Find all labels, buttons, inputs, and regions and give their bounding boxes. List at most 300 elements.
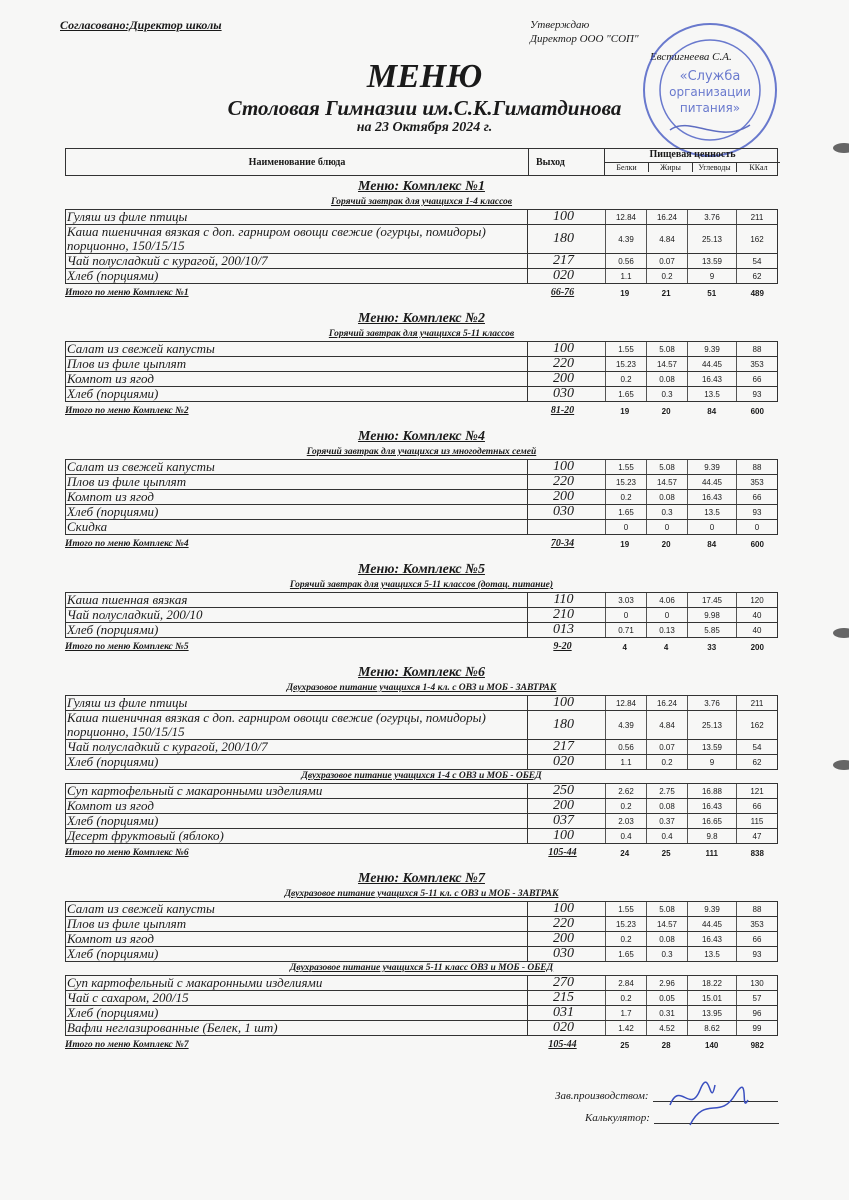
- dish-output: 215: [553, 990, 574, 1005]
- dish-carbs: 0: [687, 520, 736, 534]
- total-fat: 28: [661, 1041, 671, 1050]
- dish-fat: 0.3: [646, 387, 687, 401]
- menu-section: [65, 870, 778, 1050]
- dish-output: 100: [553, 695, 574, 710]
- dish-name: Салат из свежей капусты: [66, 460, 528, 474]
- dish-carbs: 16.43: [687, 372, 736, 386]
- dish-fat: 0.08: [646, 799, 687, 813]
- dish-kcal: 0: [736, 520, 777, 534]
- total-price: 105-44: [548, 1039, 577, 1050]
- dish-carbs: 13.5: [687, 505, 736, 519]
- dish-name: Плов из филе цыплят: [66, 357, 528, 371]
- total-carbs: 84: [707, 407, 717, 416]
- table-row: [66, 784, 777, 799]
- dish-protein: 0.2: [605, 372, 646, 386]
- dish-carbs: 16.43: [687, 799, 736, 813]
- total-carbs: 111: [705, 849, 718, 858]
- dish-name: Плов из филе цыплят: [66, 917, 528, 931]
- section-total: [65, 284, 778, 298]
- total-carbs: 84: [707, 540, 717, 549]
- dish-output: 220: [553, 356, 574, 371]
- table-row: [66, 475, 777, 490]
- dish-output: 180: [553, 717, 574, 732]
- section-title: Меню: Комплекс №2: [358, 311, 485, 326]
- dish-protein: 1.55: [605, 342, 646, 356]
- dish-name: Вафли неглазированные (Белек, 1 шт): [66, 1021, 528, 1035]
- table-row: [66, 372, 777, 387]
- binder-hole-icon: [833, 628, 849, 638]
- dish-kcal: 130: [736, 976, 777, 990]
- dish-fat: 2.75: [646, 784, 687, 798]
- group-title: Двухразовое питание учащихся 5-11 кл. с ОВЗ и МОБ - ЗАВТРАК: [284, 889, 559, 899]
- header-nutrition-title: Пищевая ценность: [605, 149, 780, 163]
- dish-name: Хлеб (порциями): [66, 1006, 528, 1020]
- dish-carbs: 13.59: [687, 254, 736, 268]
- dish-kcal: 40: [736, 623, 777, 637]
- dish-protein: 4.39: [605, 225, 646, 253]
- dish-protein: 1.55: [605, 460, 646, 474]
- dish-kcal: 353: [736, 917, 777, 931]
- dish-name: Хлеб (порциями): [66, 623, 528, 637]
- header-kcal: ККал: [749, 163, 768, 172]
- section-title: Меню: Комплекс №6: [358, 665, 485, 680]
- dish-carbs: 17.45: [687, 593, 736, 607]
- dish-fat: 4.52: [646, 1021, 687, 1035]
- dish-output: 020: [553, 268, 574, 283]
- total-price: 81-20: [550, 405, 575, 416]
- total-label: Итого по меню Комплекс №1: [65, 288, 189, 298]
- dish-kcal: 57: [736, 991, 777, 1005]
- total-fat: 20: [661, 407, 671, 416]
- dish-output: 200: [553, 489, 574, 504]
- dish-carbs: 9.39: [687, 342, 736, 356]
- canteen-name: Столовая Гимназии им.С.К.Гиматдинова: [227, 96, 622, 120]
- dish-carbs: 9: [687, 269, 736, 283]
- dish-name: Скидка: [66, 520, 528, 534]
- dish-protein: 12.84: [605, 210, 646, 224]
- dish-carbs: 13.5: [687, 947, 736, 961]
- dish-output: 030: [553, 386, 574, 401]
- dish-carbs: 13.5: [687, 387, 736, 401]
- group-title: Горячий завтрак для учащихся 5-11 классов: [328, 329, 515, 339]
- dish-carbs: 3.76: [687, 210, 736, 224]
- total-kcal: 982: [750, 1041, 764, 1050]
- dish-carbs: 44.45: [687, 357, 736, 371]
- dish-fat: 0: [646, 608, 687, 622]
- dish-protein: 1.1: [605, 269, 646, 283]
- dish-name: Салат из свежей капусты: [66, 902, 528, 916]
- binder-hole-icon: [833, 760, 849, 770]
- dish-kcal: 99: [736, 1021, 777, 1035]
- dish-name: Салат из свежей капусты: [66, 342, 528, 356]
- table-row: [66, 932, 777, 947]
- header-protein: Белки: [605, 163, 649, 172]
- dish-protein: 12.84: [605, 696, 646, 710]
- dish-fat: 0.3: [646, 505, 687, 519]
- table-row: [66, 740, 777, 755]
- dish-kcal: 66: [736, 490, 777, 504]
- group-title: Двухразовое питание учащихся 1-4 кл. с ОВЗ и МОБ - ЗАВТРАК: [286, 683, 557, 693]
- dish-fat: 0.31: [646, 1006, 687, 1020]
- dish-fat: 16.24: [646, 210, 687, 224]
- calculator-label: Калькулятор:: [585, 1112, 650, 1124]
- dish-table: [65, 592, 778, 638]
- dish-fat: 4.06: [646, 593, 687, 607]
- dish-protein: 2.84: [605, 976, 646, 990]
- section-title: Меню: Комплекс №1: [358, 179, 485, 194]
- dish-carbs: 25.13: [687, 711, 736, 739]
- total-label: Итого по меню Комплекс №2: [65, 406, 189, 416]
- dish-carbs: 9: [687, 755, 736, 769]
- dish-table: [65, 695, 778, 770]
- menu-section: [65, 428, 778, 549]
- header-nutrition: [604, 149, 780, 175]
- dish-table: [65, 459, 778, 535]
- dish-carbs: 44.45: [687, 917, 736, 931]
- dish-kcal: 353: [736, 475, 777, 489]
- dish-carbs: 44.45: [687, 475, 736, 489]
- dish-table: [65, 341, 778, 402]
- dish-kcal: 121: [736, 784, 777, 798]
- total-kcal: 600: [750, 540, 764, 549]
- total-price: 9-20: [553, 641, 572, 652]
- dish-output: 200: [553, 798, 574, 813]
- section-title: Меню: Комплекс №5: [358, 562, 485, 577]
- dish-name: Компот из ягод: [66, 799, 528, 813]
- dish-fat: 0.08: [646, 932, 687, 946]
- dish-protein: 15.23: [605, 917, 646, 931]
- dish-kcal: 120: [736, 593, 777, 607]
- dish-output: 031: [553, 1005, 574, 1020]
- dish-name: Чай с сахаром, 200/15: [66, 991, 528, 1005]
- table-row: [66, 917, 777, 932]
- dish-name: Компот из ягод: [66, 372, 528, 386]
- section-title: Меню: Комплекс №7: [358, 871, 485, 886]
- table-row: [66, 593, 777, 608]
- page-title: МЕНЮ: [366, 58, 483, 95]
- dish-fat: 4.84: [646, 711, 687, 739]
- dish-output: 210: [553, 607, 574, 622]
- table-row: [66, 490, 777, 505]
- table-row: [66, 947, 777, 962]
- header-carbs: Углеводы: [693, 163, 737, 172]
- total-fat: 4: [663, 643, 669, 652]
- table-row: [66, 755, 777, 770]
- dish-fat: 0.07: [646, 254, 687, 268]
- dish-carbs: 13.95: [687, 1006, 736, 1020]
- section-total: [65, 1036, 778, 1050]
- dish-carbs: 13.59: [687, 740, 736, 754]
- dish-fat: 0.2: [646, 755, 687, 769]
- total-price: 66-76: [550, 287, 575, 298]
- dish-kcal: 162: [736, 225, 777, 253]
- total-fat: 25: [661, 849, 671, 858]
- dish-output: 030: [553, 946, 574, 961]
- table-row: [66, 902, 777, 917]
- dish-table: [65, 783, 778, 844]
- dish-kcal: 162: [736, 711, 777, 739]
- table-row: [66, 814, 777, 829]
- total-protein: 19: [620, 540, 630, 549]
- dish-kcal: 54: [736, 254, 777, 268]
- dish-protein: 0.4: [605, 829, 646, 843]
- dish-fat: 14.57: [646, 475, 687, 489]
- dish-output: 200: [553, 371, 574, 386]
- dish-protein: 0.56: [605, 740, 646, 754]
- approver-name: Евстигнеева С.А.: [650, 51, 732, 63]
- dish-kcal: 40: [736, 608, 777, 622]
- dish-output: 100: [553, 828, 574, 843]
- table-row: [66, 799, 777, 814]
- dish-name: Каша пшенная вязкая: [66, 593, 528, 607]
- menu-section: [65, 310, 778, 416]
- dish-kcal: 211: [736, 210, 777, 224]
- approve-label: Утверждаю: [530, 19, 590, 31]
- menu-section: [65, 664, 778, 858]
- svg-text:питания»: питания»: [679, 101, 741, 115]
- dish-output: 013: [553, 622, 574, 637]
- dish-table: [65, 901, 778, 962]
- dish-kcal: 115: [736, 814, 777, 828]
- dish-carbs: 16.43: [687, 490, 736, 504]
- dish-kcal: 93: [736, 387, 777, 401]
- dish-output: 030: [553, 504, 574, 519]
- total-protein: 19: [620, 289, 630, 298]
- dish-fat: 14.57: [646, 357, 687, 371]
- header-output: Выход: [536, 157, 565, 168]
- dish-fat: 0.05: [646, 991, 687, 1005]
- total-price: 70-34: [550, 538, 575, 549]
- dish-fat: 0.07: [646, 740, 687, 754]
- total-fat: 20: [661, 540, 671, 549]
- table-row: [66, 623, 777, 638]
- table-row: [66, 608, 777, 623]
- table-row: [66, 225, 777, 254]
- dish-output: 217: [553, 253, 574, 268]
- dish-carbs: 9.39: [687, 460, 736, 474]
- section-total: [65, 638, 778, 652]
- total-carbs: 51: [707, 289, 717, 298]
- dish-carbs: 9.39: [687, 902, 736, 916]
- total-carbs: 33: [707, 643, 717, 652]
- total-protein: 4: [622, 643, 627, 652]
- total-kcal: 600: [750, 407, 764, 416]
- dish-name: Чай полусладкий, 200/10: [66, 608, 528, 622]
- table-row: [66, 210, 777, 225]
- dish-protein: 0.2: [605, 490, 646, 504]
- total-label: Итого по меню Комплекс №6: [65, 848, 189, 858]
- header-dish-name: Наименование блюда: [66, 149, 529, 175]
- dish-fat: 5.08: [646, 342, 687, 356]
- dish-fat: 16.24: [646, 696, 687, 710]
- dish-fat: 0.37: [646, 814, 687, 828]
- section-total: [65, 844, 778, 858]
- dish-carbs: 16.88: [687, 784, 736, 798]
- total-protein: 24: [620, 849, 630, 858]
- dish-protein: 0.56: [605, 254, 646, 268]
- dish-output: 250: [553, 783, 574, 798]
- dish-protein: 0: [605, 520, 646, 534]
- dish-carbs: 25.13: [687, 225, 736, 253]
- dish-name: Хлеб (порциями): [66, 505, 528, 519]
- total-label: Итого по меню Комплекс №4: [65, 539, 189, 549]
- dish-protein: 4.39: [605, 711, 646, 739]
- dish-name: Хлеб (порциями): [66, 755, 528, 769]
- dish-fat: 5.08: [646, 460, 687, 474]
- table-row: [66, 254, 777, 269]
- dish-name: Хлеб (порциями): [66, 947, 528, 961]
- dish-kcal: 353: [736, 357, 777, 371]
- total-protein: 19: [620, 407, 630, 416]
- dish-kcal: 66: [736, 372, 777, 386]
- menu-date: на 23 Октября 2024 г.: [356, 120, 493, 135]
- dish-output: 100: [553, 901, 574, 916]
- dish-fat: 0.3: [646, 947, 687, 961]
- dish-output: [528, 520, 599, 534]
- dish-name: Десерт фруктовый (яблоко): [66, 829, 528, 843]
- dish-protein: 1.55: [605, 902, 646, 916]
- dish-name: Гуляш из филе птицы: [66, 210, 528, 224]
- dish-table: [65, 209, 778, 284]
- dish-protein: 3.03: [605, 593, 646, 607]
- dish-output: 020: [553, 754, 574, 769]
- dish-fat: 5.08: [646, 902, 687, 916]
- total-label: Итого по меню Комплекс №5: [65, 642, 189, 652]
- table-row: [66, 1006, 777, 1021]
- dish-protein: 1.65: [605, 387, 646, 401]
- dish-name: Чай полусладкий с курагой, 200/10/7: [66, 254, 528, 268]
- total-kcal: 489: [750, 289, 764, 298]
- group-title: Горячий завтрак для учащихся 5-11 классов (дотац. питание): [289, 580, 554, 590]
- dish-carbs: 5.85: [687, 623, 736, 637]
- dish-output: 180: [553, 231, 574, 246]
- dish-fat: 0.2: [646, 269, 687, 283]
- total-fat: 21: [661, 289, 671, 298]
- table-row: [66, 269, 777, 284]
- dish-kcal: 88: [736, 902, 777, 916]
- dish-name: Суп картофельный с макаронными изделиями: [66, 784, 528, 798]
- dish-output: 100: [553, 459, 574, 474]
- dish-kcal: 62: [736, 269, 777, 283]
- section-total: [65, 402, 778, 416]
- dish-fat: 14.57: [646, 917, 687, 931]
- dish-kcal: 66: [736, 799, 777, 813]
- total-kcal: 200: [750, 643, 764, 652]
- dish-output: 100: [553, 209, 574, 224]
- table-row: [66, 342, 777, 357]
- dish-name: Суп картофельный с макаронными изделиями: [66, 976, 528, 990]
- dish-protein: 1.42: [605, 1021, 646, 1035]
- dish-output: 270: [553, 975, 574, 990]
- dish-kcal: 47: [736, 829, 777, 843]
- dish-fat: 0.08: [646, 372, 687, 386]
- dish-protein: 0.2: [605, 991, 646, 1005]
- dish-kcal: 62: [736, 755, 777, 769]
- svg-text:«Служба: «Служба: [679, 69, 741, 84]
- dish-protein: 0.2: [605, 799, 646, 813]
- dish-fat: 0.4: [646, 829, 687, 843]
- dish-fat: 0: [646, 520, 687, 534]
- header-fat: Жиры: [649, 163, 693, 172]
- table-row: [66, 976, 777, 991]
- table-row: [66, 829, 777, 844]
- dish-carbs: 9.8: [687, 829, 736, 843]
- dish-kcal: 54: [736, 740, 777, 754]
- dish-kcal: 96: [736, 1006, 777, 1020]
- dish-name: Чай полусладкий с курагой, 200/10/7: [66, 740, 528, 754]
- dish-carbs: 8.62: [687, 1021, 736, 1035]
- dish-protein: 0.2: [605, 932, 646, 946]
- total-protein: 25: [620, 1041, 630, 1050]
- dish-carbs: 3.76: [687, 696, 736, 710]
- total-price: 105-44: [548, 847, 577, 858]
- dish-fat: 0.08: [646, 490, 687, 504]
- dish-protein: 1.65: [605, 947, 646, 961]
- dish-kcal: 93: [736, 505, 777, 519]
- dish-carbs: 9.98: [687, 608, 736, 622]
- dish-name: Хлеб (порциями): [66, 814, 528, 828]
- table-row: [66, 991, 777, 1006]
- dish-name: Хлеб (порциями): [66, 269, 528, 283]
- dish-table: [65, 975, 778, 1036]
- table-row: [66, 505, 777, 520]
- table-row: [66, 696, 777, 711]
- dish-protein: 0: [605, 608, 646, 622]
- dish-name: Гуляш из филе птицы: [66, 696, 528, 710]
- agreed-by-director: Согласовано:Директор школы: [60, 18, 222, 32]
- total-carbs: 140: [705, 1041, 719, 1050]
- dish-fat: 2.96: [646, 976, 687, 990]
- dish-name: Каша пшеничная вязкая с доп. гарниром овощи свежие (огурцы, помидоры) порционно, 150/15/15: [66, 225, 528, 253]
- dish-name: Хлеб (порциями): [66, 387, 528, 401]
- dish-output: 217: [553, 739, 574, 754]
- dish-carbs: 15.01: [687, 991, 736, 1005]
- table-header: [65, 148, 778, 176]
- dish-carbs: 18.22: [687, 976, 736, 990]
- signature-icon: [660, 1075, 750, 1130]
- dish-name: Плов из филе цыплят: [66, 475, 528, 489]
- dish-protein: 1.65: [605, 505, 646, 519]
- dish-output: 200: [553, 931, 574, 946]
- dish-name: Компот из ягод: [66, 932, 528, 946]
- binder-hole-icon: [833, 143, 849, 153]
- table-row: [66, 1021, 777, 1036]
- section-title: Меню: Комплекс №4: [358, 429, 485, 444]
- dish-protein: 1.7: [605, 1006, 646, 1020]
- dish-protein: 15.23: [605, 475, 646, 489]
- group-title: Горячий завтрак для учащихся из многодетных семей: [306, 447, 537, 457]
- dish-kcal: 88: [736, 342, 777, 356]
- dish-protein: 0.71: [605, 623, 646, 637]
- dish-carbs: 16.43: [687, 932, 736, 946]
- dish-name: Каша пшеничная вязкая с доп. гарниром овощи свежие (огурцы, помидоры) порционно, 150/15/15: [66, 711, 528, 739]
- svg-text:организации: организации: [669, 85, 751, 99]
- group-title: Горячий завтрак для учащихся 1-4 классов: [330, 197, 513, 207]
- dish-fat: 4.84: [646, 225, 687, 253]
- dish-kcal: 66: [736, 932, 777, 946]
- dish-protein: 2.03: [605, 814, 646, 828]
- dish-output: 220: [553, 916, 574, 931]
- dish-output: 037: [553, 813, 574, 828]
- table-row: [66, 520, 777, 535]
- table-row: [66, 460, 777, 475]
- dish-protein: 2.62: [605, 784, 646, 798]
- dish-output: 100: [553, 341, 574, 356]
- dish-protein: 15.23: [605, 357, 646, 371]
- dish-kcal: 211: [736, 696, 777, 710]
- total-kcal: 838: [750, 849, 764, 858]
- dish-name: Компот из ягод: [66, 490, 528, 504]
